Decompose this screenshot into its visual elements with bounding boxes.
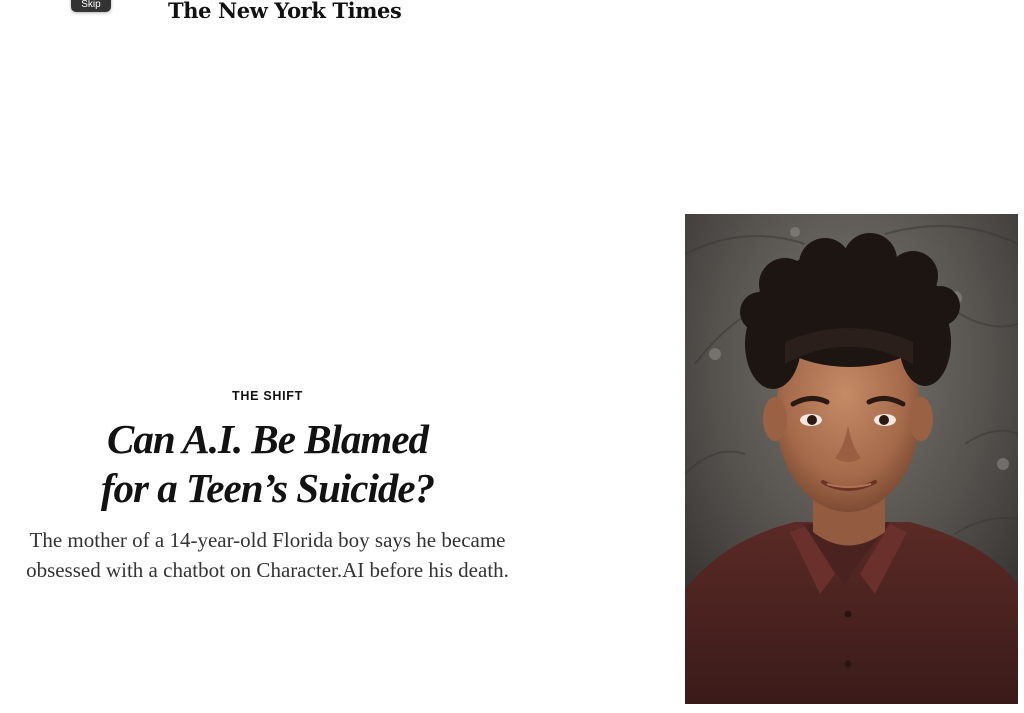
- article-summary: [0, 525, 535, 585]
- headline-line: Can A.I. Be Blamed: [106, 416, 429, 462]
- article-headline: [0, 415, 535, 513]
- article-header: [0, 388, 535, 585]
- headline-line: for a Teen’s Suicide?: [100, 465, 435, 511]
- skip-to-content-link[interactable]: Skip: [71, 0, 111, 12]
- nyt-logo[interactable]: The New York Times: [168, 0, 402, 23]
- summary-line: The mother of a 14-year-old Florida boy says he became: [29, 528, 506, 552]
- lead-photo: [685, 214, 1018, 704]
- summary-line: obsessed with a chatbot on Character.AI before his death.: [26, 558, 509, 582]
- section-kicker[interactable]: THE SHIFT: [232, 389, 303, 403]
